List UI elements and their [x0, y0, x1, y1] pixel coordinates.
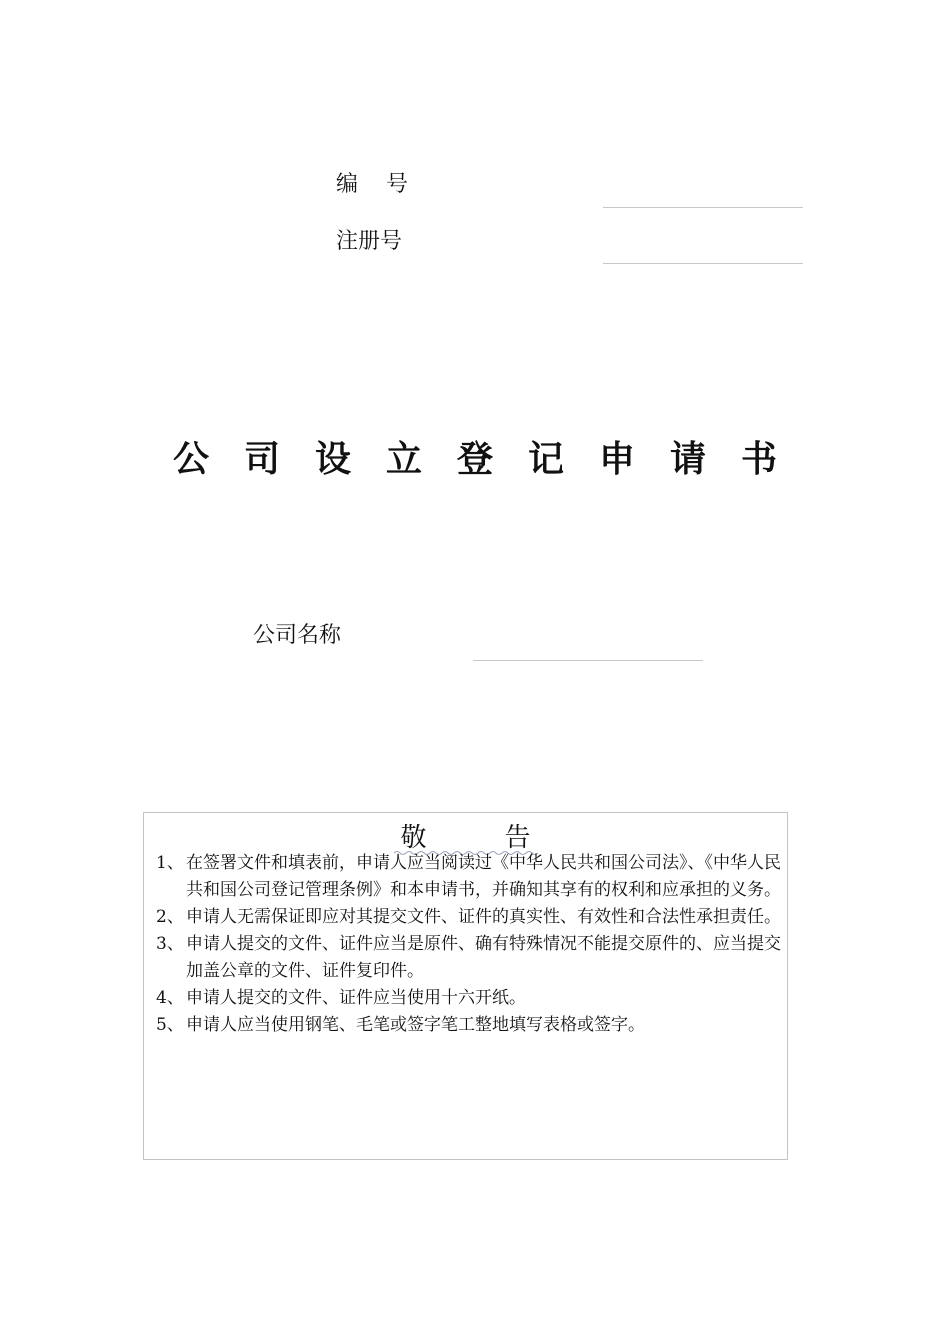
notice-item: [156, 904, 781, 931]
notice-item: [156, 931, 781, 985]
registration-field-line: [603, 263, 803, 264]
company-name-label: 公司名称: [253, 623, 342, 648]
number-field-line: [603, 207, 803, 208]
notice-item: [156, 985, 781, 1012]
notice-item-text: 申请人应当使用钢笔、毛笔或签字笔工整地填写表格或签字。: [186, 1015, 645, 1035]
notice-item-number: 2、: [156, 907, 184, 927]
number-label: 编 号: [336, 172, 408, 197]
notice-item-text: 申请人提交的文件、证件应当使用十六开纸。: [186, 988, 526, 1008]
notice-item-number: 5、: [156, 1015, 184, 1035]
notice-item-text: 申请人无需保证即应对其提交文件、证件的真实性、有效性和合法性承担责任。: [186, 907, 781, 927]
notice-title-right: 告: [504, 823, 531, 853]
notice-item-number: 3、: [156, 934, 184, 954]
notice-item-number: 4、: [156, 988, 184, 1008]
registration-label: 注册号: [336, 229, 403, 254]
notice-item-text: 在签署文件和填表前，申请人应当阅读过《中华人民共和国公司法》、《中华人民共和国公司登记管理条例》和本申请书，并确知其享有的权利和应承担的义务。: [186, 853, 781, 900]
notice-item: [156, 850, 781, 904]
notice-item-number: 1、: [156, 853, 184, 873]
company-name-field-line: [473, 660, 703, 661]
notice-title-left: 敬: [400, 823, 427, 853]
notice-item-text: 申请人提交的文件、证件应当是原件、确有特殊情况不能提交原件的、应当提交加盖公章的文件、证件复印件。: [186, 934, 781, 981]
notice-list: [156, 850, 781, 1039]
notice-item: [156, 1012, 781, 1039]
notice-box: [143, 812, 788, 1160]
document-title: 公司设立登记申请书: [172, 439, 812, 480]
